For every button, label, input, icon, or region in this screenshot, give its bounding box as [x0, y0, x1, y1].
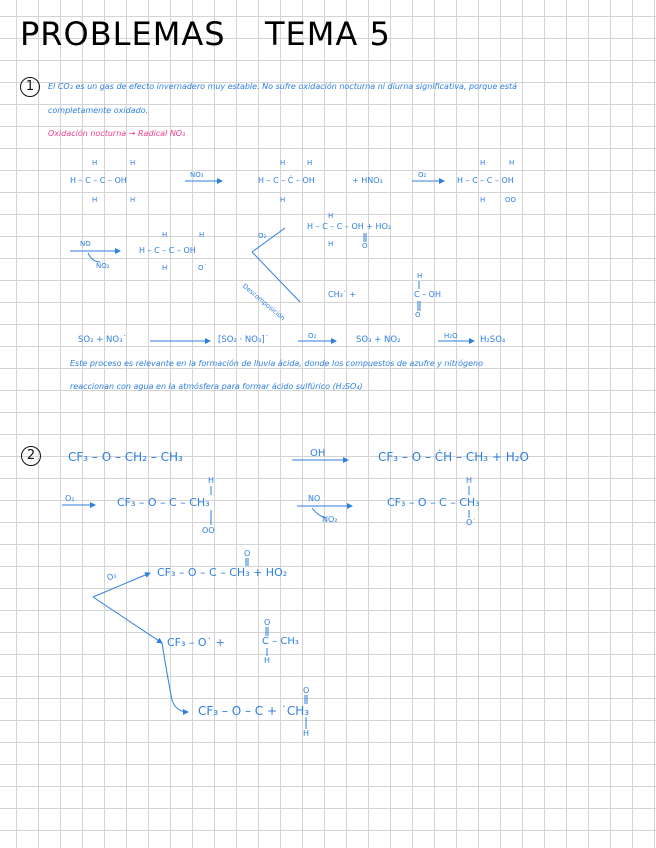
p2-r2-oo: OO [202, 526, 215, 535]
p2-r2-h: H [208, 476, 215, 485]
r1-reactant-h-top: H [92, 159, 98, 167]
r1-int-h-top: H [280, 159, 286, 167]
p2-branch-o2: O₂ [105, 570, 118, 583]
r1-rad-o: O˙ [198, 264, 208, 272]
r1-rad-h-top: H [162, 231, 168, 239]
p2-r2-arrow-top: NO [308, 494, 321, 503]
p1-note-line2: reaccionan con agua en la atmósfera para formar ácido sulfúrico (H₂SO₄) [70, 382, 363, 391]
p2-product-a: CF₃ – O – C – CH₃ + HO₂ [157, 566, 288, 579]
p1-heading-nocturnal: Oxidación nocturna → Radical NO₃ [48, 129, 186, 138]
r1-int-h-top2: H [307, 159, 313, 167]
r1-plus-hno3: + HNO₃ [352, 176, 383, 185]
r1-pa-o: O [362, 242, 368, 250]
r1-pa-h-top: H [328, 212, 334, 220]
p1-note-line1: Este proceso es relevante en la formación de lluvia ácida, donde los compuestos de azufre y nitrógeno [70, 359, 484, 368]
p2-product-b-left: CF₃ – O˙ + [167, 636, 225, 649]
p1-arrow-3-branch [88, 253, 100, 262]
r1-branch-o2: O₂ [258, 232, 267, 240]
r1-int-h-bot: H [280, 196, 286, 204]
p1-branch-up [252, 228, 285, 252]
r1-reactant-h-top2: H [130, 159, 136, 167]
r2-left: SO₂ + NO₃˙ [78, 335, 127, 345]
r1-prod-h-top: H [480, 159, 486, 167]
r1-branch-descomposicion: Descomposición [240, 282, 287, 323]
p2-pb-o: O [264, 618, 271, 627]
r1-pb-o: O [415, 311, 421, 319]
r1-prod-h-top2: H [509, 159, 515, 167]
r1-product-b-left: CH₃˙ + [328, 290, 357, 299]
p2-r2-product: CF₃ – O – C – CH₃ [387, 496, 480, 509]
r1-reactant-h-bot2: H [130, 196, 136, 204]
page-title-left: PROBLEMAS [20, 15, 226, 53]
r1-prod-oo: OO [505, 196, 517, 204]
r2-mid: SO₃ + NO₂ [356, 335, 401, 345]
p2-branch-arrow-a [93, 573, 150, 597]
p2-branch-arrow-b [93, 597, 162, 643]
r2-arrow1-label: O₂ [308, 332, 317, 340]
r1-arrow3-bot: NO₂ [96, 262, 110, 270]
p2-r2-arrow-bot: NO₂ [322, 515, 338, 524]
r1-product: H – C – C – OH [457, 176, 514, 185]
p2-branch-arrow-c [162, 643, 188, 712]
p2-r2-prod-h: H [466, 476, 473, 485]
page-title-right: TEMA 5 [265, 15, 391, 53]
r1-intermediate: H – C – Ċ – OH [258, 176, 315, 185]
p1-text-line2: completamente oxidado. [48, 106, 149, 115]
r1-pa-h-bot: H [328, 240, 334, 248]
r2-right: H₂SO₄ [480, 335, 506, 345]
p1-text-line1: El CO₂ es un gas de efecto invernadero muy estable. No sufre oxidación nocturna ni diurna significativa, porque está [48, 82, 518, 91]
p2-pc-o: O [303, 686, 310, 695]
r1-arrow2-label: O₂ [418, 171, 427, 179]
r1-arrow1-label: NO₃ [190, 171, 204, 179]
r1-pb-h: H [417, 272, 423, 280]
p2-r2-prod-o: O˙ [466, 518, 477, 527]
r1-prod-h-bot: H [480, 196, 486, 204]
r1-arrow3-top: NO [80, 240, 91, 248]
r2-bracket: [SO₂ · NO₃]˙ [218, 335, 269, 345]
p2-pa-o: O [244, 549, 251, 558]
r1-reactant: H – C – C – OH [70, 176, 127, 185]
p2-r2-radical: CF₃ – O – C – CH₃ [117, 496, 210, 509]
p2-pb-h: H [264, 656, 271, 665]
r1-rad-h-top2: H [199, 231, 205, 239]
p2-r2-arrow-label: O₂ [65, 494, 75, 503]
p1-branch-down [252, 252, 300, 302]
r1-radical: H – C – C – OH [139, 246, 196, 255]
r1-product-a: H – C – C – OH + HO₂ [307, 222, 392, 231]
r1-rad-h-bot: H [162, 264, 168, 272]
problem-1-number: 1 [20, 77, 40, 97]
problem-2-number: 2 [21, 446, 41, 466]
p2-r1-arrow-label: OH [310, 448, 326, 459]
p2-arrow-3-branch [312, 508, 326, 518]
p2-product-b: C – CH₃ [262, 636, 299, 647]
p2-r1-left: CF₃ – O – CH₂ – CH₃ [68, 450, 183, 464]
p2-pc-h: H [303, 729, 310, 738]
p2-r1-right: CF₃ – O – ĊH – CH₃ + H₂O [378, 450, 530, 464]
r2-arrow2-label: H₂O [444, 332, 458, 340]
r1-product-b: C – OH [414, 290, 441, 299]
p2-product-c: CF₃ – O – C + ˙CH₃ [198, 704, 310, 718]
r1-reactant-h-bot: H [92, 196, 98, 204]
